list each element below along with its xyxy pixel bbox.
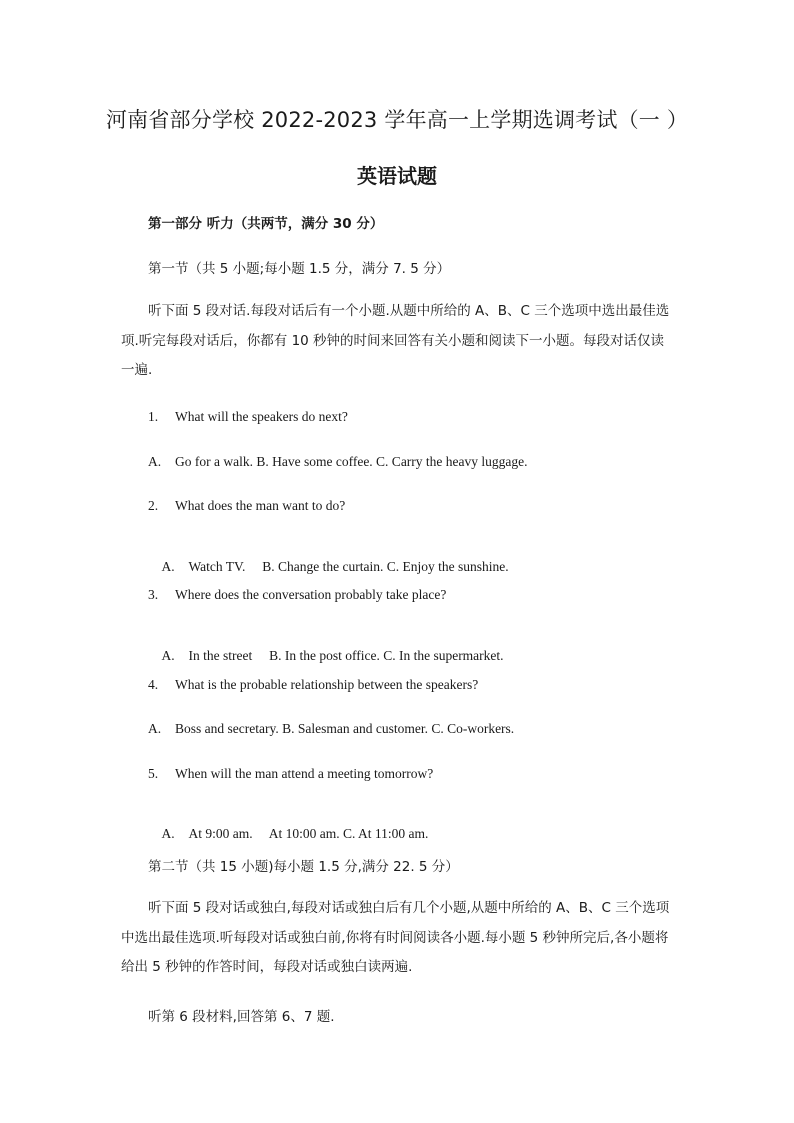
options-text: In the street B. In the post office. C. In the supermarket. (188, 648, 504, 663)
question-1 (148, 409, 348, 425)
option-label: A. (161, 648, 175, 663)
document-subtitle: 英语试题 (357, 164, 437, 188)
part1-heading: 第一部分 听力（共两节，满分 30 分） (148, 216, 384, 232)
options-text: Boss and secretary. B. Salesman and customer. C. Co-workers. (175, 721, 515, 736)
section2-instructions: 听下面 5 段对话或独白,每段对话或独白后有几个小题,从题中所给的 A、B、C 三个选项中选出最佳选项.听每段对话或独白前,你将有时间阅读各小题.每小题 5 秒钟所完后,各小题将给出 5 秒钟的作答时间，每段对话或独白读两遍. (121, 900, 670, 975)
section1-instructions: 听下面 5 段对话.每段对话后有一个小题.从题中所给的 A、B、C 三个选项中选出最佳选项.听完每段对话后，你都有 10 秒钟的时间来回答有关小题和阅读下一小题。每段对话仅读一遍. (121, 303, 670, 378)
question-4-options (148, 721, 514, 737)
question-text: What will the speakers do next? (175, 409, 348, 424)
document-title: 河南省部分学校 2022-2023 学年高一上学期选调考试（一 ） (105, 108, 689, 132)
question-4 (148, 677, 478, 693)
question-number: 2. (148, 498, 159, 513)
options-text: At 9:00 am. At 10:00 am. C. At 11:00 am. (188, 826, 429, 841)
material-note: 听第 6 段材料,回答第 6、7 题. (148, 1009, 335, 1025)
question-number: 1. (148, 409, 159, 424)
question-number: 4. (148, 677, 159, 692)
question-5 (148, 766, 433, 782)
question-1-options (148, 454, 528, 470)
options-text: Watch TV. B. Change the curtain. C. Enjoy the sunshine. (188, 559, 509, 574)
question-2-options (148, 543, 509, 591)
question-number: 5. (148, 766, 159, 781)
question-number: 3. (148, 587, 159, 602)
question-text: What does the man want to do? (175, 498, 346, 513)
option-label: A. (148, 721, 162, 736)
question-2 (148, 498, 345, 514)
question-text: Where does the conversation probably take place? (175, 587, 447, 602)
question-3 (148, 587, 446, 603)
question-5-options (148, 810, 428, 858)
section1-heading: 第一节（共 5 小题;每小题 1.5 分，满分 7. 5 分） (148, 261, 451, 277)
section2-heading: 第二节（共 15 小题)每小题 1.5 分,满分 22. 5 分） (148, 859, 459, 875)
options-text: Go for a walk. B. Have some coffee. C. Carry the heavy luggage. (175, 454, 528, 469)
option-label: A. (161, 826, 175, 841)
question-text: When will the man attend a meeting tomorrow? (175, 766, 434, 781)
question-3-options (148, 632, 504, 680)
option-label: A. (148, 454, 162, 469)
option-label: A. (161, 559, 175, 574)
question-text: What is the probable relationship between the speakers? (175, 677, 479, 692)
